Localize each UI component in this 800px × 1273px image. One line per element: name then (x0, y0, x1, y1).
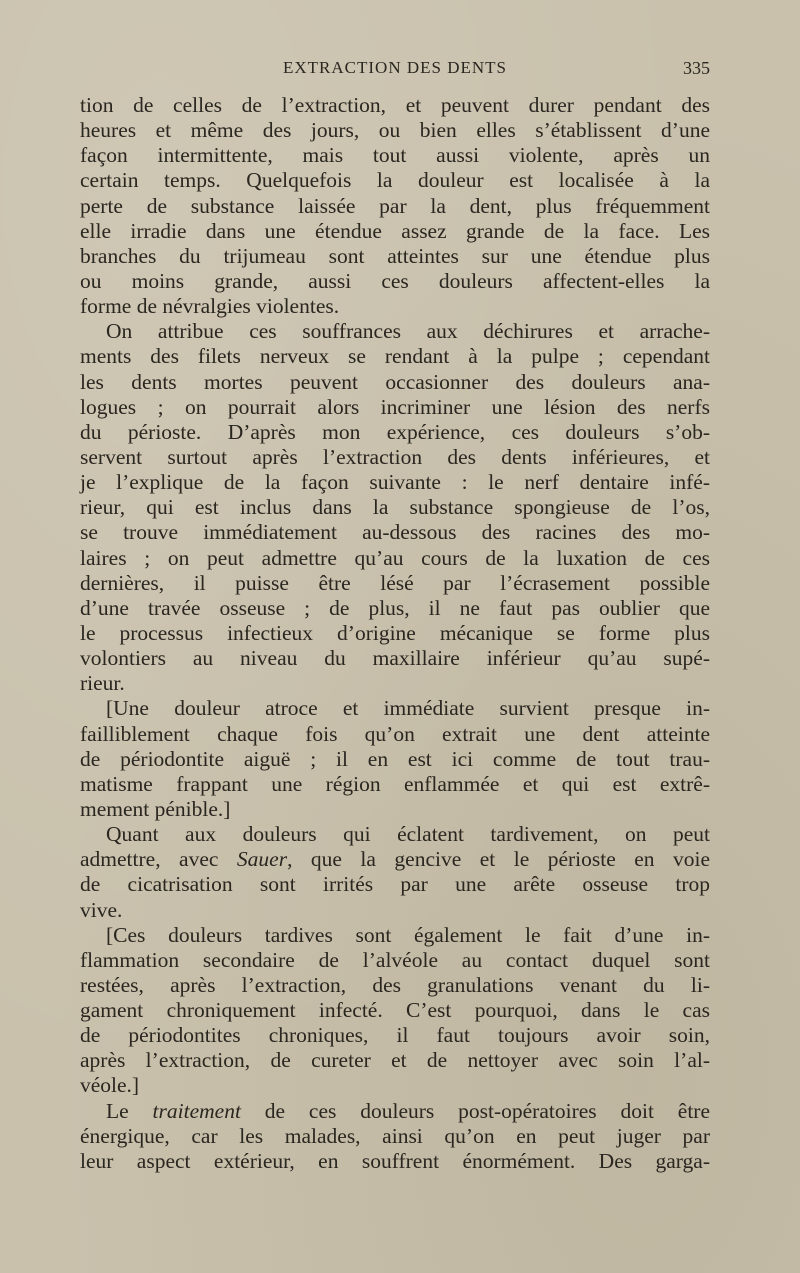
text-line: servent surtout après l’extraction des dents inférieures, et (80, 444, 710, 469)
text-line: de périodontites chroniques, il faut toujours avoir soin, (80, 1023, 710, 1048)
text-line: restées, après l’extraction, des granulations venant du li- (80, 972, 710, 997)
text-segment: admettre, avec (80, 847, 219, 872)
text-line: se trouve immédiatement au-dessous des racines des mo- (80, 520, 710, 545)
paragraph-start-line: On attribue ces souffrances aux déchirures et arrache- (106, 319, 710, 344)
text-line: du périoste. D’après mon expérience, ces douleurs s’ob- (80, 419, 710, 444)
text-line: vive. (80, 897, 123, 922)
text-line: de cicatrisation sont irrités par une arête osseuse trop (80, 872, 710, 897)
text-segment: Le (106, 1098, 129, 1123)
text-line: volontiers au niveau du maxillaire inférieur qu’au supé- (80, 646, 710, 671)
emphasis-term: traitement (152, 1098, 241, 1123)
running-header (80, 58, 710, 82)
text-line: leur aspect extérieur, en souffrent énormément. Des garga- (80, 1148, 710, 1173)
text-line: d’une travée osseuse ; de plus, il ne faut pas oublier que (80, 595, 710, 620)
text-line: failliblement chaque fois qu’on extrait une dent atteinte (80, 721, 710, 746)
text-line: véole.] (80, 1073, 140, 1098)
body-text (80, 93, 710, 1174)
text-line: mement pénible.] (80, 796, 231, 821)
paragraph-start-line (80, 1099, 710, 1124)
page-number: 335 (683, 58, 710, 78)
text-line: forme de névralgies violentes. (80, 294, 340, 319)
text-line (80, 847, 710, 872)
text-line: de périodontite aiguë ; il en est ici comme de tout trau- (80, 746, 710, 771)
text-segment: de ces douleurs post-opératoires doit être (264, 1098, 711, 1123)
text-line: après l’extraction, de cureter et de nettoyer avec soin l’al- (80, 1048, 710, 1073)
text-line: perte de substance laissée par la dent, plus fréquemment (80, 193, 710, 218)
text-line: façon intermittente, mais tout aussi violente, après un (80, 143, 710, 168)
text-line: rieur, qui est inclus dans la substance spongieuse de l’os, (80, 495, 710, 520)
text-line: heures et même des jours, ou bien elles s’établissent d’une (80, 118, 710, 143)
text-line: rieur. (80, 671, 125, 696)
text-line: ments des filets nerveux se rendant à la pulpe ; cependant (80, 344, 710, 369)
text-segment: , que la gencive et le périoste en voie (287, 847, 711, 872)
author-name: Sauer (236, 847, 288, 872)
text-line: elle irradie dans une étendue assez grande de la face. Les (80, 218, 710, 243)
text-line: laires ; on peut admettre qu’au cours de la luxation de ces (80, 545, 710, 570)
text-line: dernières, il puisse être lésé par l’écrasement possible (80, 570, 710, 595)
text-line: branches du trijumeau sont atteintes sur une étendue plus (80, 243, 710, 268)
text-line: matisme frappant une région enflammée et qui est extrê- (80, 771, 710, 796)
text-line: le processus infectieux d’origine mécanique se forme plus (80, 620, 710, 645)
text-line: tion de celles de l’extraction, et peuvent durer pendant des (80, 93, 710, 117)
text-line: flammation secondaire de l’alvéole au contact duquel sont (80, 947, 710, 972)
text-line: les dents mortes peuvent occasionner des douleurs ana- (80, 369, 710, 394)
paragraph-start-line: Quant aux douleurs qui éclatent tardivement, on peut (106, 822, 710, 847)
text-line: certain temps. Quelquefois la douleur est localisée à la (80, 168, 710, 193)
text-line: logues ; on pourrait alors incriminer une lésion des nerfs (80, 394, 710, 419)
running-title: EXTRACTION DES DENTS (283, 58, 507, 77)
paragraph-start-line: [Ces douleurs tardives sont également le fait d’une in- (106, 922, 710, 947)
paragraph-start-line: [Une douleur atroce et immédiate survient presque in- (106, 696, 710, 721)
text-line: gament chroniquement infecté. C’est pourquoi, dans le cas (80, 998, 710, 1023)
text-line: ou moins grande, aussi ces douleurs affectent-elles la (80, 268, 710, 293)
text-line: énergique, car les malades, ainsi qu’on en peut juger par (80, 1123, 710, 1148)
text-line: je l’explique de la façon suivante : le nerf dentaire infé- (80, 470, 710, 495)
